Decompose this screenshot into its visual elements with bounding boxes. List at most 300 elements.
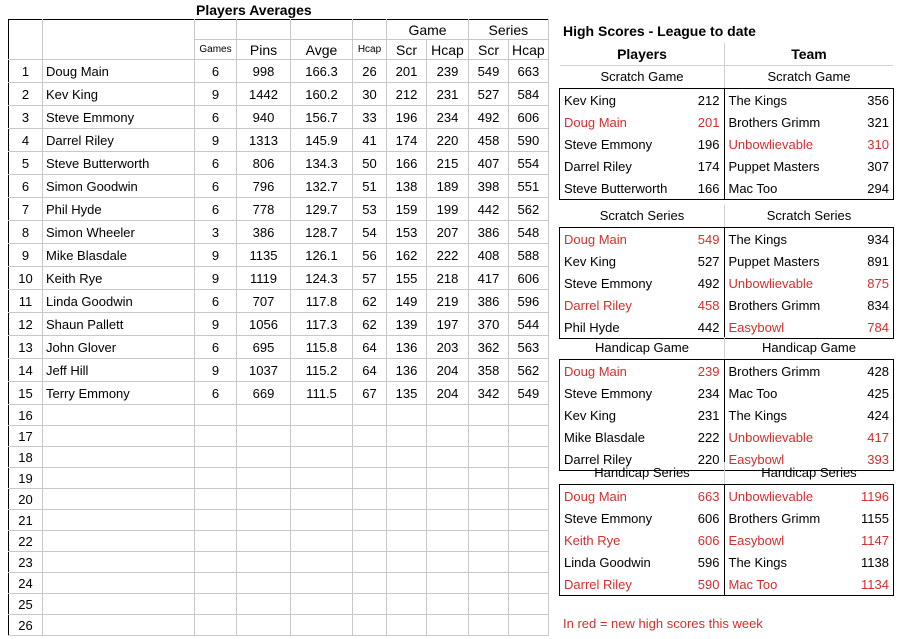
cell-ghcap: 204: [427, 359, 469, 382]
series-group-header: Series: [469, 20, 549, 40]
cell-games: 9: [195, 129, 237, 152]
section-label-players: Scratch Series: [560, 205, 725, 227]
team-score: 1134: [861, 576, 889, 592]
player-name: Steve Emmony: [564, 136, 653, 152]
player-row: [9, 175, 549, 198]
player-name: Doug Main: [43, 60, 195, 83]
row-number: 17: [9, 426, 43, 447]
player-name: Linda Goodwin: [564, 554, 651, 570]
high-score-row: [560, 360, 893, 382]
empty-row: [9, 615, 549, 636]
cell-gscr: 136: [387, 359, 427, 382]
empty-row: [9, 405, 549, 426]
player-name: Steve Emmony: [564, 385, 653, 401]
cell-ghcap: 231: [427, 83, 469, 106]
player-name: Terry Emmony: [43, 382, 195, 405]
cell-ghcap: 220: [427, 129, 469, 152]
player-name: Steve Emmony: [564, 275, 653, 291]
high-score-box: [559, 227, 894, 339]
team-name: Unbowlievable: [728, 136, 814, 152]
cell-sscr: 386: [469, 290, 509, 313]
team-score: 424: [867, 407, 889, 423]
player-score: 222: [684, 426, 724, 448]
player-name: Jeff Hill: [43, 359, 195, 382]
team-name: Puppet Masters: [728, 253, 820, 269]
player-name: Simon Wheeler: [43, 221, 195, 244]
cell-hcap: 30: [353, 83, 387, 106]
cell-avge: 111.5: [291, 382, 353, 405]
col-header-series-scr: Scr: [469, 40, 509, 60]
high-score-row: [560, 89, 893, 111]
team-score: 310: [867, 136, 889, 152]
row-number: 5: [9, 152, 43, 175]
cell-gscr: 139: [387, 313, 427, 336]
cell-games: 6: [195, 382, 237, 405]
player-row: [9, 152, 549, 175]
team-name: Unbowlievable: [728, 488, 814, 504]
cell-hcap: 62: [353, 313, 387, 336]
cell-shcap: 548: [509, 221, 549, 244]
cell-sscr: 458: [469, 129, 509, 152]
player-row: [9, 336, 549, 359]
team-name: The Kings: [728, 92, 788, 108]
row-number: 1: [9, 60, 43, 83]
cell-hcap: 62: [353, 290, 387, 313]
player-name: Kev King: [564, 407, 617, 423]
high-score-row: [560, 294, 893, 316]
team-name: Unbowlievable: [728, 275, 814, 291]
cell-avge: 115.8: [291, 336, 353, 359]
cell-avge: 156.7: [291, 106, 353, 129]
cell-avge: 134.3: [291, 152, 353, 175]
header-group-row: [9, 20, 549, 40]
cell-games: 6: [195, 290, 237, 313]
team-score: 428: [867, 363, 889, 379]
high-score-row: [560, 382, 893, 404]
high-score-row: [560, 133, 893, 155]
player-name: Darrel Riley: [564, 576, 632, 592]
team-name: Easybowl: [728, 532, 785, 548]
row-number: 21: [9, 510, 43, 531]
player-name: Keith Rye: [43, 267, 195, 290]
team-score: 1196: [861, 488, 889, 504]
cell-shcap: 549: [509, 382, 549, 405]
team-score: 393: [867, 451, 889, 467]
section-label-players: Scratch Game: [560, 66, 725, 88]
cell-shcap: 606: [509, 267, 549, 290]
player-score: 596: [684, 551, 724, 573]
cell-pins: 1313: [237, 129, 291, 152]
team-name: Brothers Grimm: [728, 363, 821, 379]
players-column-header: Players: [560, 43, 725, 66]
cell-avge: 115.2: [291, 359, 353, 382]
team-name: Brothers Grimm: [728, 114, 821, 130]
high-score-row: [560, 529, 893, 551]
team-name: Mac Too: [728, 180, 778, 196]
cell-pins: 778: [237, 198, 291, 221]
player-name: Phil Hyde: [564, 319, 620, 335]
player-name: Steve Emmony: [43, 106, 195, 129]
player-name: Steve Emmony: [564, 510, 653, 526]
row-number: 18: [9, 447, 43, 468]
cell-gscr: 162: [387, 244, 427, 267]
player-score: 442: [684, 316, 724, 338]
high-score-row: [560, 228, 893, 250]
row-number: 14: [9, 359, 43, 382]
player-name: John Glover: [43, 336, 195, 359]
team-name: Easybowl: [728, 451, 785, 467]
cell-ghcap: 207: [427, 221, 469, 244]
row-number: 3: [9, 106, 43, 129]
team-score: 321: [867, 114, 889, 130]
cell-avge: 166.3: [291, 60, 353, 83]
cell-games: 6: [195, 60, 237, 83]
empty-row: [9, 594, 549, 615]
cell-hcap: 67: [353, 382, 387, 405]
cell-shcap: 606: [509, 106, 549, 129]
row-number: 26: [9, 615, 43, 636]
empty-row: [9, 531, 549, 552]
section-label-team: Handicap Series: [761, 465, 857, 480]
cell-games: 6: [195, 198, 237, 221]
cell-hcap: 57: [353, 267, 387, 290]
cell-hcap: 26: [353, 60, 387, 83]
cell-games: 9: [195, 244, 237, 267]
player-score: 492: [684, 272, 724, 294]
cell-hcap: 54: [353, 221, 387, 244]
team-name: Brothers Grimm: [728, 510, 821, 526]
team-name: The Kings: [728, 554, 788, 570]
row-number: 4: [9, 129, 43, 152]
empty-row: [9, 552, 549, 573]
row-number: 9: [9, 244, 43, 267]
player-row: [9, 221, 549, 244]
cell-ghcap: 234: [427, 106, 469, 129]
cell-sscr: 527: [469, 83, 509, 106]
cell-sscr: 342: [469, 382, 509, 405]
team-score: 784: [867, 319, 889, 335]
col-header-series-hcap: Hcap: [509, 40, 549, 60]
cell-hcap: 64: [353, 336, 387, 359]
player-row: [9, 244, 549, 267]
cell-avge: 129.7: [291, 198, 353, 221]
cell-pins: 1442: [237, 83, 291, 106]
high-score-box: [559, 359, 894, 471]
player-name: Doug Main: [564, 363, 627, 379]
cell-ghcap: 203: [427, 336, 469, 359]
cell-gscr: 201: [387, 60, 427, 83]
high-score-row: [560, 404, 893, 426]
cell-avge: 132.7: [291, 175, 353, 198]
player-row: [9, 267, 549, 290]
cell-ghcap: 218: [427, 267, 469, 290]
row-number: 16: [9, 405, 43, 426]
row-number: 19: [9, 468, 43, 489]
cell-pins: 1056: [237, 313, 291, 336]
cell-hcap: 53: [353, 198, 387, 221]
team-score: 875: [867, 275, 889, 291]
cell-sscr: 407: [469, 152, 509, 175]
player-name: Doug Main: [564, 231, 627, 247]
cell-sscr: 398: [469, 175, 509, 198]
cell-games: 9: [195, 83, 237, 106]
cell-pins: 940: [237, 106, 291, 129]
team-score: 1155: [861, 510, 889, 526]
row-number: 10: [9, 267, 43, 290]
cell-ghcap: 219: [427, 290, 469, 313]
cell-ghcap: 239: [427, 60, 469, 83]
cell-hcap: 33: [353, 106, 387, 129]
player-name: Phil Hyde: [43, 198, 195, 221]
player-row: [9, 359, 549, 382]
cell-sscr: 370: [469, 313, 509, 336]
section-label-players: Handicap Game: [560, 337, 725, 359]
player-name: Steve Butterworth: [43, 152, 195, 175]
section-label-team: Handicap Game: [762, 340, 856, 355]
cell-pins: 806: [237, 152, 291, 175]
cell-pins: 1135: [237, 244, 291, 267]
cell-hcap: 56: [353, 244, 387, 267]
high-score-box: [559, 484, 894, 596]
cell-ghcap: 222: [427, 244, 469, 267]
section-label-players: Handicap Series: [560, 462, 725, 484]
player-score: 606: [684, 529, 724, 551]
col-header-games: Games: [195, 40, 237, 60]
team-score: 307: [867, 158, 889, 174]
cell-shcap: 554: [509, 152, 549, 175]
row-number: 6: [9, 175, 43, 198]
high-score-row: [560, 177, 893, 199]
cell-avge: 128.7: [291, 221, 353, 244]
cell-shcap: 663: [509, 60, 549, 83]
cell-shcap: 588: [509, 244, 549, 267]
cell-gscr: 166: [387, 152, 427, 175]
player-name: Kev King: [564, 92, 617, 108]
player-name: Doug Main: [564, 488, 627, 504]
cell-gscr: 136: [387, 336, 427, 359]
cell-games: 6: [195, 336, 237, 359]
cell-shcap: 562: [509, 198, 549, 221]
team-name: Unbowlievable: [728, 429, 814, 445]
player-row: [9, 313, 549, 336]
cell-avge: 160.2: [291, 83, 353, 106]
empty-row: [9, 447, 549, 468]
cell-pins: 796: [237, 175, 291, 198]
cell-sscr: 408: [469, 244, 509, 267]
row-number: 20: [9, 489, 43, 510]
cell-games: 6: [195, 175, 237, 198]
player-name: Darrel Riley: [43, 129, 195, 152]
player-row: [9, 382, 549, 405]
team-score: 891: [867, 253, 889, 269]
cell-pins: 669: [237, 382, 291, 405]
cell-games: 9: [195, 313, 237, 336]
player-score: 174: [684, 155, 724, 177]
cell-gscr: 174: [387, 129, 427, 152]
team-score: 417: [867, 429, 889, 445]
empty-row: [9, 510, 549, 531]
cell-games: 9: [195, 359, 237, 382]
cell-sscr: 362: [469, 336, 509, 359]
player-score: 166: [684, 177, 724, 199]
section-label-team: Scratch Series: [766, 208, 852, 223]
col-header-avge: Avge: [291, 40, 353, 60]
row-number: 11: [9, 290, 43, 313]
cell-pins: 386: [237, 221, 291, 244]
team-score: 356: [867, 92, 889, 108]
cell-pins: 1119: [237, 267, 291, 290]
cell-pins: 1037: [237, 359, 291, 382]
high-score-row: [560, 250, 893, 272]
col-header-game-scr: Scr: [387, 40, 427, 60]
player-row: [9, 106, 549, 129]
player-name: Darrel Riley: [564, 158, 632, 174]
cell-shcap: 562: [509, 359, 549, 382]
player-score: 239: [684, 360, 724, 382]
player-name: Mike Blasdale: [43, 244, 195, 267]
row-number: 8: [9, 221, 43, 244]
row-number: 7: [9, 198, 43, 221]
high-score-row: [560, 573, 893, 595]
cell-shcap: 563: [509, 336, 549, 359]
team-name: The Kings: [728, 231, 788, 247]
row-number: 25: [9, 594, 43, 615]
high-score-row: [560, 316, 893, 338]
player-name: Steve Butterworth: [564, 180, 668, 196]
player-score: 606: [684, 507, 724, 529]
row-number: 24: [9, 573, 43, 594]
cell-shcap: 590: [509, 129, 549, 152]
player-score: 590: [684, 573, 724, 595]
empty-row: [9, 426, 549, 447]
high-score-row: [560, 507, 893, 529]
cell-games: 6: [195, 106, 237, 129]
players-averages-title: Players Averages: [196, 2, 312, 18]
high-score-box: [559, 88, 894, 200]
player-name: Kev King: [43, 83, 195, 106]
team-score: 1138: [861, 554, 889, 570]
cell-shcap: 596: [509, 290, 549, 313]
cell-avge: 124.3: [291, 267, 353, 290]
cell-sscr: 442: [469, 198, 509, 221]
cell-pins: 998: [237, 60, 291, 83]
player-score: 527: [684, 250, 724, 272]
empty-row: [9, 489, 549, 510]
empty-row: [9, 573, 549, 594]
player-score: 212: [684, 89, 724, 111]
cell-games: 3: [195, 221, 237, 244]
cell-shcap: 544: [509, 313, 549, 336]
cell-gscr: 212: [387, 83, 427, 106]
player-score: 234: [684, 382, 724, 404]
cell-ghcap: 189: [427, 175, 469, 198]
section-label-team: Scratch Game: [767, 69, 851, 84]
row-number: 22: [9, 531, 43, 552]
cell-sscr: 386: [469, 221, 509, 244]
team-score: 934: [867, 231, 889, 247]
player-name: Linda Goodwin: [43, 290, 195, 313]
team-name: The Kings: [728, 407, 788, 423]
row-number: 13: [9, 336, 43, 359]
cell-avge: 126.1: [291, 244, 353, 267]
cell-ghcap: 204: [427, 382, 469, 405]
team-column-header: Team: [725, 43, 893, 66]
cell-shcap: 584: [509, 83, 549, 106]
row-number: 2: [9, 83, 43, 106]
player-name: Kev King: [564, 253, 617, 269]
high-score-row: [560, 155, 893, 177]
col-header-pins: Pins: [237, 40, 291, 60]
player-name: Shaun Pallett: [43, 313, 195, 336]
cell-hcap: 41: [353, 129, 387, 152]
high-score-row: [560, 111, 893, 133]
cell-hcap: 51: [353, 175, 387, 198]
team-score: 425: [867, 385, 889, 401]
player-score: 196: [684, 133, 724, 155]
cell-ghcap: 199: [427, 198, 469, 221]
player-score: 231: [684, 404, 724, 426]
team-name: Puppet Masters: [728, 158, 820, 174]
player-name: Doug Main: [564, 114, 627, 130]
cell-ghcap: 197: [427, 313, 469, 336]
cell-sscr: 549: [469, 60, 509, 83]
game-group-header: Game: [387, 20, 469, 40]
cell-gscr: 196: [387, 106, 427, 129]
team-name: Brothers Grimm: [728, 297, 821, 313]
cell-hcap: 64: [353, 359, 387, 382]
player-name: Mike Blasdale: [564, 429, 645, 445]
player-row: [9, 290, 549, 313]
high-scores-title: High Scores - League to date: [563, 23, 756, 39]
cell-gscr: 159: [387, 198, 427, 221]
row-number: 12: [9, 313, 43, 336]
team-score: 294: [867, 180, 889, 196]
col-header-hcap: Hcap: [353, 40, 387, 60]
cell-avge: 145.9: [291, 129, 353, 152]
cell-sscr: 417: [469, 267, 509, 290]
high-score-row: [560, 485, 893, 507]
player-score: 663: [684, 485, 724, 507]
row-number: 15: [9, 382, 43, 405]
cell-shcap: 551: [509, 175, 549, 198]
player-row: [9, 198, 549, 221]
cell-avge: 117.8: [291, 290, 353, 313]
player-score: 201: [684, 111, 724, 133]
player-name: Keith Rye: [564, 532, 621, 548]
team-score: 834: [867, 297, 889, 313]
empty-row: [9, 468, 549, 489]
team-score: 1147: [861, 532, 889, 548]
cell-sscr: 492: [469, 106, 509, 129]
cell-gscr: 135: [387, 382, 427, 405]
cell-gscr: 149: [387, 290, 427, 313]
players-averages-table: [8, 19, 549, 636]
cell-gscr: 155: [387, 267, 427, 290]
cell-sscr: 358: [469, 359, 509, 382]
cell-pins: 707: [237, 290, 291, 313]
player-score: 220: [684, 448, 724, 470]
cell-avge: 117.3: [291, 313, 353, 336]
high-score-row: [560, 426, 893, 448]
cell-gscr: 138: [387, 175, 427, 198]
player-score: 549: [684, 228, 724, 250]
cell-ghcap: 215: [427, 152, 469, 175]
player-name: Darrel Riley: [564, 297, 632, 313]
team-name: Mac Too: [728, 385, 778, 401]
player-row: [9, 129, 549, 152]
legend-note: In red = new high scores this week: [563, 616, 763, 631]
high-score-row: [560, 551, 893, 573]
